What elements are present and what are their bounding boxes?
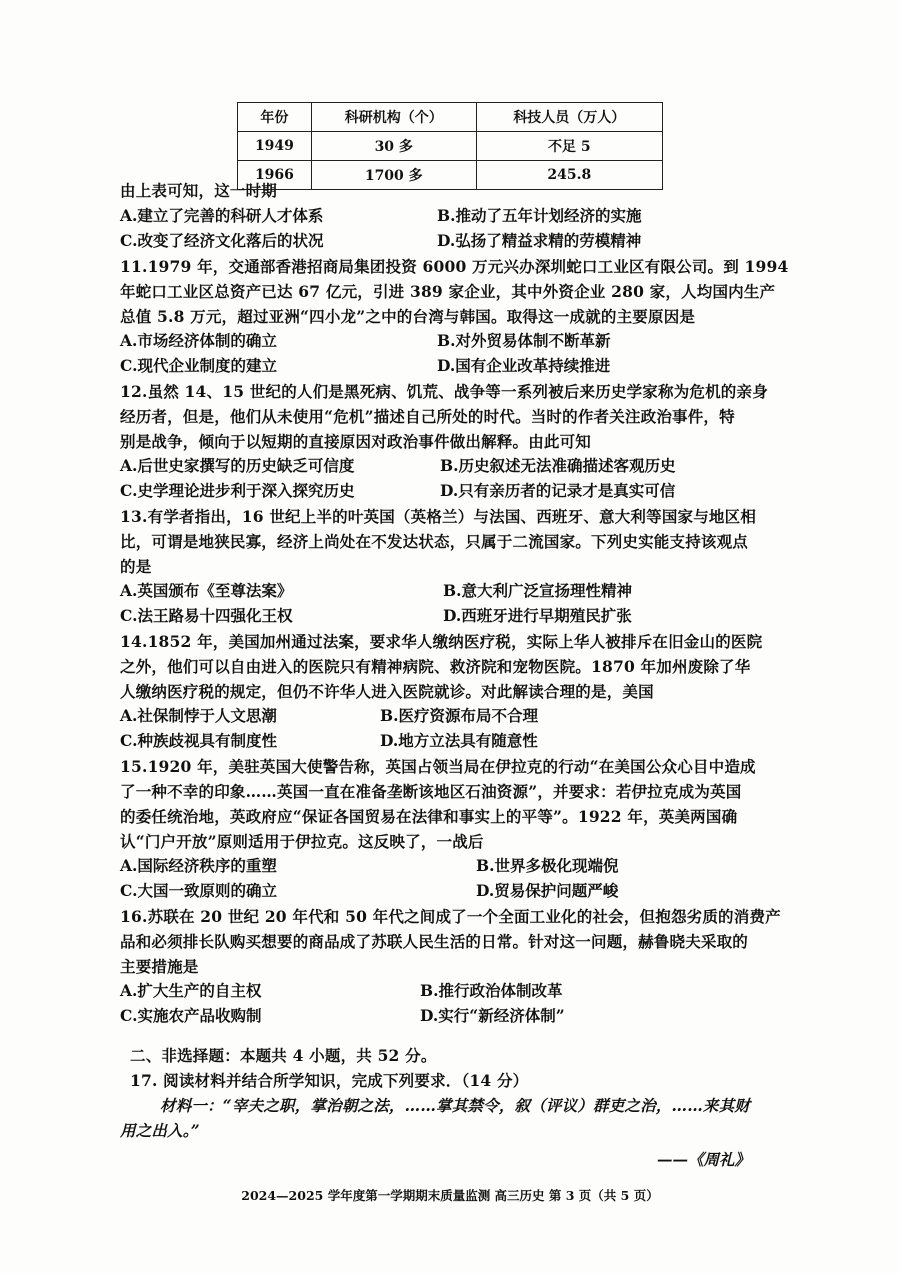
q12-line-3: 别是战争，倾向于以短期的直接原因对政治事件做出解释。由此可知 xyxy=(120,432,592,451)
q15-option-a: A.国际经济秩序的重塑 xyxy=(120,856,277,875)
q15-line-1: 15.1920 年，美驻英国大使警告称，英国占领当局在伊拉克的行动“在美国公众心目中造成 xyxy=(120,757,756,776)
q13-option-a: A.英国颁布《至尊法案》 xyxy=(120,581,293,600)
q14-line-2: 之外，他们可以自由进入的医院只有精神病院、救济院和宠物医院。1870 年加州废除了华 xyxy=(120,657,751,676)
q15-option-d: D.贸易保护问题严峻 xyxy=(476,881,619,900)
q14-option-d: D.地方立法具有随意性 xyxy=(380,731,538,750)
table-row xyxy=(238,132,663,161)
q15-line-2: 了一种不幸的印象……英国一直在准备垄断该地区石油资源”，并要求：若伊拉克成为英国 xyxy=(120,782,742,801)
q16-line-1: 16.苏联在 20 世纪 20 年代和 50 年代之间成了一个全面工业化的社会，但抱怨劣质的消费产 xyxy=(120,907,781,926)
q10-option-d: D.弘扬了精益求精的劳模精神 xyxy=(437,231,642,250)
q11-option-d: D.国有企业改革持续推进 xyxy=(437,356,611,375)
research-data-table xyxy=(237,102,663,190)
q16-option-a: A.扩大生产的自主权 xyxy=(120,981,262,1000)
q10-option-c: C.改变了经济文化落后的状况 xyxy=(120,231,324,250)
q13-option-b: B.意大利广泛宣扬理性精神 xyxy=(443,581,632,600)
q11-option-c: C.现代企业制度的建立 xyxy=(120,356,277,375)
table-cell: 不足 5 xyxy=(476,132,662,161)
q10-option-b: B.推动了五年计划经济的实施 xyxy=(437,206,642,225)
q16-line-2: 品和必须排长队购买想要的商品成了苏联人民生活的日常。针对这一问题，赫鲁晓夫采取的 xyxy=(120,932,749,951)
q13-option-d: D.西班牙进行早期殖民扩张 xyxy=(443,606,632,625)
q12-option-d: D.只有亲历者的记录才是真实可信 xyxy=(440,481,676,500)
header-personnel: 科技人员（万人） xyxy=(476,103,662,132)
table-header-row xyxy=(238,103,663,132)
q12-option-c: C.史学理论进步利于深入探究历史 xyxy=(120,481,355,500)
table-cell: 30 多 xyxy=(311,132,476,161)
q12-option-b: B.历史叙述无法准确描述客观历史 xyxy=(440,456,676,475)
section-2-heading: 二、非选择题：本题共 4 小题，共 52 分。 xyxy=(130,1046,437,1065)
q11-option-b: B.对外贸易体制不断革新 xyxy=(437,331,611,350)
q14-line-1: 14.1852 年，美国加州通过法案，要求华人缴纳医疗税，实际上华人被排斥在旧金山的医院 xyxy=(120,632,763,651)
q17-material-1-line-1: 材料一：“宰夫之职，掌治朝之法，……掌其禁令，叙（评议）群吏之治，……来其财 xyxy=(160,1096,751,1115)
q11-line-3: 总值 5.8 万元，超过亚洲“四小龙”之中的台湾与韩国。取得这一成就的主要原因是 xyxy=(120,307,696,326)
q15-line-3: 的委任统治地，英政府应“保证各国贸易在法律和事实上的平等”。1922 年，英美两国确 xyxy=(120,807,738,826)
q15-option-c: C.大国一致原则的确立 xyxy=(120,881,277,900)
q11-line-2: 年蛇口工业区总资产已达 67 亿元，引进 389 家企业，其中外资企业 280 家，人均国内生产 xyxy=(120,282,776,301)
q15-option-b: B.世界多极化现端倪 xyxy=(476,856,619,875)
q13-line-2: 比，可谓是地狭民寡，经济上尚处在不发达状态，只属于二流国家。下列史实能支持该观点 xyxy=(120,532,749,551)
table-cell: 1700 多 xyxy=(311,161,476,190)
q13-line-1: 13.有学者指出，16 世纪上半的叶英国（英格兰）与法国、西班牙、意大利等国家与地区相 xyxy=(120,507,757,526)
q14-option-b: B.医疗资源布局不合理 xyxy=(380,706,538,725)
table-row xyxy=(238,161,663,190)
header-year: 年份 xyxy=(238,103,312,132)
q15-line-4: 认“门户开放”原则适用于伊拉克。这反映了，一战后 xyxy=(120,832,484,851)
q13-line-3: 的是 xyxy=(120,557,152,576)
table-cell: 1966 xyxy=(238,161,312,190)
q13-option-c: C.法王路易十四强化王权 xyxy=(120,606,293,625)
q10-option-a: A.建立了完善的科研人才体系 xyxy=(120,206,324,225)
q11-option-a: A.市场经济体制的确立 xyxy=(120,331,277,350)
q14-line-3: 人缴纳医疗税的规定，但仍不许华人进入医院就诊。对此解读合理的是，美国 xyxy=(120,682,654,701)
q16-line-3: 主要措施是 xyxy=(120,957,199,976)
page-footer: 2024—2025 学年度第一学期期末质量监测 高三历史 第 3 页（共 5 页） xyxy=(241,1188,659,1203)
material-source: ——《周礼》 xyxy=(656,1150,750,1169)
q12-line-2: 经历者，但是，他们从未使用“危机”描述自己所处的时代。当时的作者关注政治事件，特 xyxy=(120,407,735,426)
q11-line-1: 11.1979 年，交通部香港招商局集团投资 6000 万元兴办深圳蛇口工业区有限公司。到 1994 xyxy=(120,257,789,276)
q16-option-b: B.推行政治体制改革 xyxy=(420,981,563,1000)
q16-option-d: D.实行“新经济体制” xyxy=(420,1006,565,1025)
q14-option-c: C.种族歧视具有制度性 xyxy=(120,731,277,750)
table-cell: 245.8 xyxy=(476,161,662,190)
table-cell: 1949 xyxy=(238,132,312,161)
header-institutions: 科研机构（个） xyxy=(311,103,476,132)
q16-option-c: C.实施农产品收购制 xyxy=(120,1006,262,1025)
q12-line-1: 12.虽然 14、15 世纪的人们是黑死病、饥荒、战争等一系列被后来历史学家称为危机的亲身 xyxy=(120,382,768,401)
q12-option-a: A.后世史家撰写的历史缺乏可信度 xyxy=(120,456,355,475)
q17-material-1-line-2: 用之出入。” xyxy=(120,1121,200,1140)
q10-stem: 由上表可知，这一时期 xyxy=(120,181,278,200)
q17-prompt: 17. 阅读材料并结合所学知识，完成下列要求．（14 分） xyxy=(130,1071,529,1090)
q14-option-a: A.社保制悖于人文思潮 xyxy=(120,706,277,725)
